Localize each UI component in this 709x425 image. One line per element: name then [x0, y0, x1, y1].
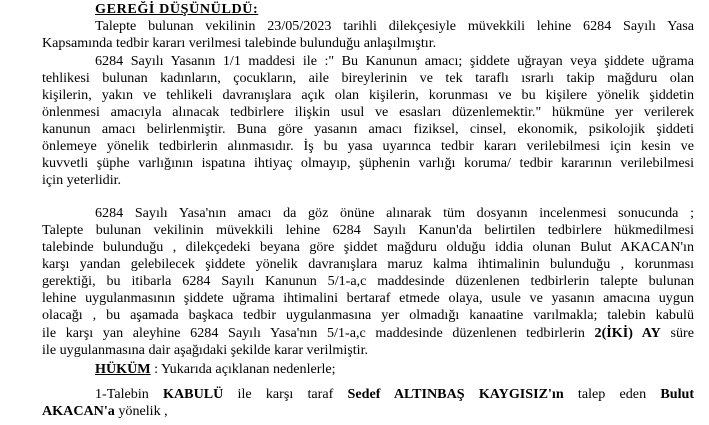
verdict-item [95, 386, 694, 403]
paragraph-line: talebinde bulunduğu , dilekçedeki beyana göre şiddet mağduru olduğu iddia olunan Bulut AKACAN'ın [42, 239, 694, 255]
item-text: ile karşı taraf [223, 386, 348, 402]
paragraph-line: lehine uygulanmasının şiddete uğrama ihtimalini bertaraf etmede olaya, usule ve yasanın amacına uygun [42, 290, 694, 306]
paragraph-line: olacağı , bu aşamada başkaca tedbir uygulanmasına yer olmadığı kanaatine varılmakla; talebin kabulü [42, 307, 694, 323]
paragraph-line: Talepte bulunan vekilinin 23/05/2023 tarihli dilekçesiyle müvekkili lehine 6284 Sayılı Yasa [95, 18, 694, 34]
paragraph-line: için yeterlidir. [42, 172, 122, 188]
item-text: yönelik , [114, 403, 168, 419]
paragraph-line: karşı yandan gelebilecek şiddete yönelik davranışlara maruz kalma ihtimalinin bulunduğu , korunması [42, 256, 694, 272]
paragraph-line: kişilerin, yakın ve tehlikeli davranışlara açık olan kişilerin, korunması ve bu kişilere yönelik şiddetin [42, 87, 694, 103]
verdict-label: HÜKÜM [95, 361, 151, 377]
paragraph-line: gerektiği, bu itibarla 6284 Sayılı Kanunun 5/1-a,c maddesinde düzenlenen tedbirlerin talepte bulunan [42, 273, 694, 289]
applicant-surname: AKACAN'a [42, 403, 115, 419]
line-text: ile karşı yan aleyhine 6284 Sayılı Yasa'nın 5/1-a,c maddesinde düzenlenen tedbirlerin [42, 325, 595, 341]
line-text: süre [660, 325, 694, 341]
paragraph-line: önlenmesi amacıyla alınacak tedbirlere ilişkin usul ve esasları düzenlemektir." hükmüne yer verilerek [42, 104, 694, 120]
paragraph-line: ile uygulanmasına dair aşağıdaki şekilde karar verilmiştir. [42, 342, 369, 358]
paragraph-line: kanunun amacı belirlenmiştir. Buna göre yasanın amacı fiziksel, cinsel, ekonomik, psikolojik şiddeti [42, 121, 694, 137]
item-text: talep eden [563, 386, 661, 402]
paragraph-line: Kapsamında tedbir kararı verilmesi talebinde bulunduğu anlaşılmıştır. [42, 35, 437, 51]
duration-text: 2(İKİ) AY [594, 325, 661, 341]
applicant-first-name: Bulut [660, 386, 695, 402]
paragraph-line [42, 325, 694, 342]
section-heading: GEREĞİ DÜŞÜNÜLDÜ: [95, 1, 259, 17]
respondent-name: Sedef ALTINBAŞ KAYGISIZ'ın [347, 386, 564, 402]
acceptance-text: KABULÜ [163, 386, 224, 402]
verdict-line [95, 361, 336, 377]
paragraph-line: tehlikesi bulunan kadınların, çocukların, aile bireylerinin ve tek taraflı ısrarlı takip mağduru olan [42, 70, 694, 86]
paragraph-line: 6284 Sayılı Yasa'nın amacı da göz önüne alınarak tüm dosyanın incelenmesi sonucunda ; [95, 205, 694, 221]
item-text: 1-Talebin [95, 386, 164, 402]
paragraph-line: Talepte bulunan vekilinin müvekkili lehine 6284 Sayılı Kanun'da belirtilen tedbirlere hükmedilmesi [42, 222, 694, 238]
verdict-text: : Yukarıda açıklanan nedenlerle; [150, 361, 336, 377]
verdict-item [42, 403, 694, 420]
paragraph-line: kuvvetli şüphe varlığının ispatına ihtiyaç olmayıp, şüphenin varlığı koruma/ tedbir kararının verilebilmesi [42, 155, 694, 171]
paragraph-line: 6284 Sayılı Yasanın 1/1 maddesi ile :" Bu Kanunun amacı; şiddete uğrayan veya şiddete uğrama [95, 53, 694, 69]
paragraph-line: önlemeye yönelik tedbirlerin alınmasıdır. İş bu yasa uyarınca tedbir kararı verilebilmesi için kesin ve [42, 138, 694, 154]
